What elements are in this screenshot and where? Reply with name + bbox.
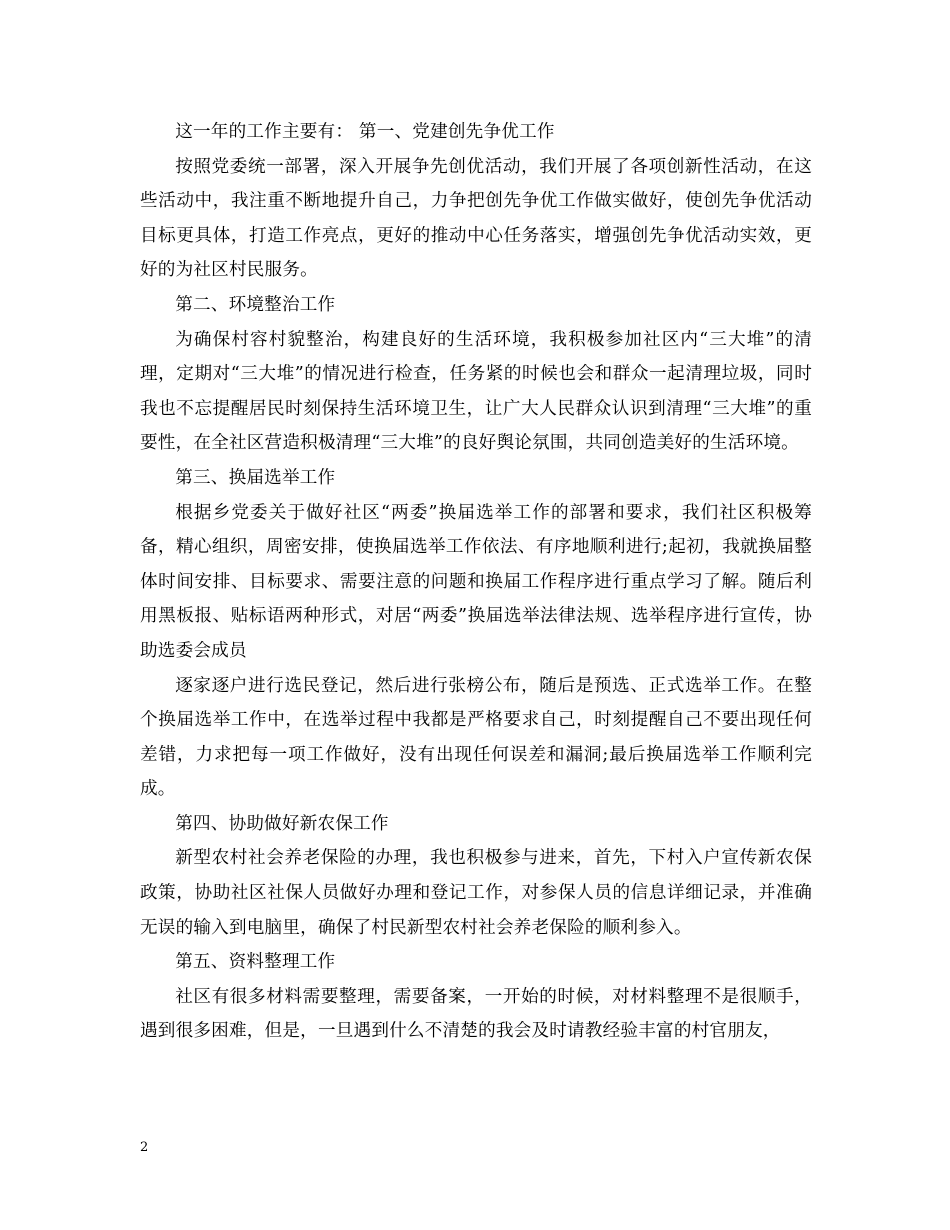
paragraph-records: 社区有很多材料需要整理，需要备案，一开始的时候，对材料整理不是很顺手，遇到很多困难，但是，一旦遇到什么不清楚的我会及时请教经验丰富的村官朋友，: [140, 986, 812, 1042]
paragraph-election-preparation: 根据乡党委关于做好社区“两委”换届选举工作的部署和要求，我们社区积极筹备，精心组织，周密安排，使换届选举工作依法、有序地顺利进行;起初，我就换届整体时间安排、目标要求、需要注意的问题和换届工作程序进行重点学习了解。随后利用黑板报、贴标语两种形式，对居“两委”换届选举法律法规、选举程序进行宣传，协助选委会成员: [140, 502, 812, 661]
paragraph-pension: 新型农村社会养老保险的办理，我也积极参与进来，首先，下村入户宣传新农保政策，协助社区社保人员做好办理和登记工作，对参保人员的信息详细记录，并准确无误的输入到电脑里，确保了村民新型农村社会养老保险的顺利参入。: [140, 848, 812, 938]
paragraph-election-process: 逐家逐户进行选民登记，然后进行张榜公布，随后是预选、正式选举工作。在整个换届选举工作中，在选举过程中我都是严格要求自己，时刻提醒自己不要出现任何差错，力求把每一项工作做好，没有出现任何误差和漏洞;最后换届选举工作顺利完成。: [140, 675, 812, 800]
document-body: [140, 115, 812, 1049]
paragraph-intro-heading: 这一年的工作主要有： 第一、党建创先争优工作: [175, 122, 555, 142]
section-heading-environment: 第二、环境整治工作: [175, 294, 336, 315]
section-heading-records: 第五、资料整理工作: [175, 952, 336, 973]
section-heading-pension: 第四、协助做好新农保工作: [175, 813, 389, 834]
paragraph-party-building: 按照党委统一部署，深入开展争先创优活动，我们开展了各项创新性活动，在这些活动中，我注重不断地提升自己，力争把创先争优工作做实做好，使创先争优活动目标更具体，打造工作亮点，更好的推动中心任务落实，增强创先争优活动实效，更好的为社区村民服务。: [140, 156, 812, 281]
paragraph-environment: 为确保村容村貌整治，构建良好的生活环境，我积极参加社区内“三大堆”的清理，定期对“三大堆”的情况进行检查，任务紧的时候也会和群众一起清理垃圾，同时我也不忘提醒居民时刻保持生活环境卫生，让广大人民群众认识到清理“三大堆”的重要性，在全社区营造积极清理“三大堆”的良好舆论氛围，共同创造美好的生活环境。: [140, 329, 812, 454]
section-heading-election: 第三、换届选举工作: [175, 467, 336, 488]
page-number: 2: [140, 1140, 149, 1155]
